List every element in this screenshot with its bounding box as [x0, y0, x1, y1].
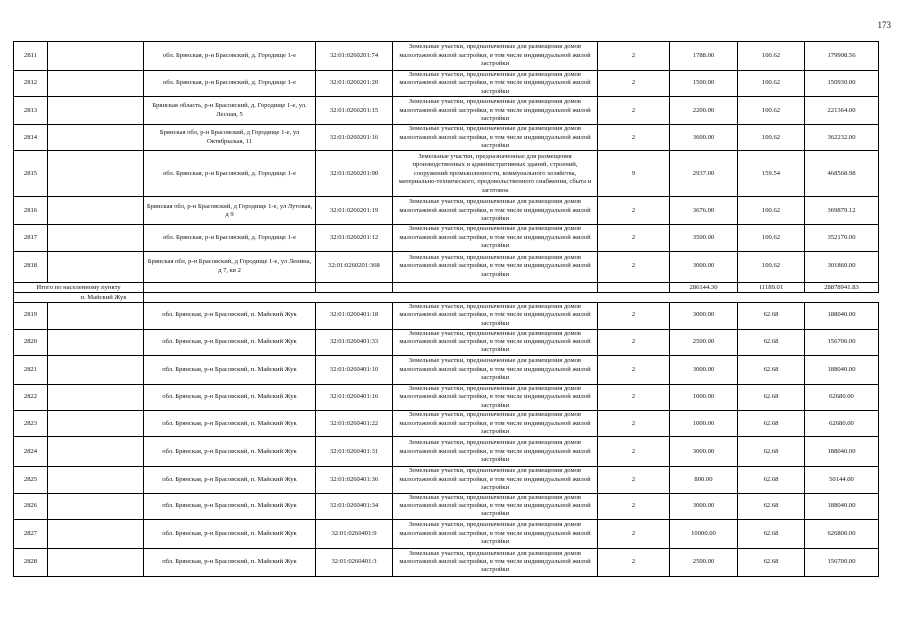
row-number: 2812 — [14, 71, 48, 97]
table-row — [14, 251, 879, 282]
total-label: Итого по населенному пункту — [14, 282, 144, 292]
row-blank-cell — [48, 97, 144, 125]
row-land-purpose: Земельные участки, предназначенные для размещения домов малоэтажной жилой застройки, в том числе индивидуальной жилой застройки — [393, 71, 598, 97]
row-rate: 100.62 — [738, 225, 805, 251]
row-area: 3000.00 — [670, 437, 738, 467]
row-cadastral-number: 32:01:0260401:9 — [316, 519, 393, 548]
row-cadastral-value: 188040.00 — [805, 493, 879, 519]
row-blank-cell — [48, 151, 144, 197]
row-rate: 62.68 — [738, 437, 805, 467]
row-rate: 62.68 — [738, 302, 805, 329]
row-cadastral-number: 32:01:0260201:368 — [316, 251, 393, 282]
total-rate: 11189.01 — [738, 282, 805, 292]
row-rate: 62.68 — [738, 411, 805, 437]
table-row — [14, 197, 879, 225]
row-number: 2823 — [14, 411, 48, 437]
row-zone: 2 — [598, 329, 670, 355]
row-cadastral-number: 32:01:0260401:22 — [316, 411, 393, 437]
table-row — [14, 384, 879, 410]
row-zone: 2 — [598, 42, 670, 71]
table-row — [14, 97, 879, 125]
row-number: 2819 — [14, 302, 48, 329]
total-address-empty — [144, 282, 316, 292]
row-cadastral-number: 32:01:0260401:16 — [316, 384, 393, 410]
row-cadastral-value: 352170.00 — [805, 225, 879, 251]
row-blank-cell — [48, 548, 144, 576]
row-cadastral-number: 32:01:0260401:3 — [316, 548, 393, 576]
total-zone-empty — [598, 282, 670, 292]
row-rate: 62.68 — [738, 467, 805, 493]
row-number: 2817 — [14, 225, 48, 251]
row-land-purpose: Земельные участки, предназначенные для размещения домов малоэтажной жилой застройки, в том числе индивидуальной жилой застройки — [393, 225, 598, 251]
row-zone: 2 — [598, 125, 670, 151]
row-zone: 2 — [598, 197, 670, 225]
row-zone: 2 — [598, 97, 670, 125]
row-land-purpose: Земельные участки, предназначенные для размещения домов малоэтажной жилой застройки, в том числе индивидуальной жилой застройки — [393, 197, 598, 225]
table-row — [14, 355, 879, 384]
row-cadastral-number: 32:01:0260201:19 — [316, 197, 393, 225]
row-land-purpose: Земельные участки, предназначенные для размещения домов малоэтажной жилой застройки, в том числе индивидуальной жилой застройки — [393, 437, 598, 467]
table-row — [14, 467, 879, 493]
row-cadastral-value: 179908.56 — [805, 42, 879, 71]
row-address: обл. Брянская, р-н Брасовский, д. Городище 1-е — [144, 225, 316, 251]
table-row — [14, 151, 879, 197]
table-row — [14, 548, 879, 576]
row-cadastral-value: 188040.00 — [805, 302, 879, 329]
row-cadastral-value: 62680.00 — [805, 384, 879, 410]
row-cadastral-value: 301860.00 — [805, 251, 879, 282]
row-address: обл. Брянская, р-н Брасовский, п. Майский Жук — [144, 493, 316, 519]
row-number: 2818 — [14, 251, 48, 282]
row-cadastral-number: 32:01:0260201:90 — [316, 151, 393, 197]
row-address: обл. Брянская, р-н Брасовский, п. Майский Жук — [144, 355, 316, 384]
row-area: 2200.00 — [670, 97, 738, 125]
row-area: 800.00 — [670, 467, 738, 493]
row-cadastral-value: 150930.00 — [805, 71, 879, 97]
table-row — [14, 42, 879, 71]
total-purpose-empty — [393, 282, 598, 292]
row-zone: 2 — [598, 225, 670, 251]
row-blank-cell — [48, 493, 144, 519]
row-address: обл. Брянская, р-н Брасовский, п. Майский Жук — [144, 329, 316, 355]
row-rate: 100.62 — [738, 251, 805, 282]
row-land-purpose: Земельные участки, предназначенные для размещения домов малоэтажной жилой застройки, в том числе индивидуальной жилой застройки — [393, 329, 598, 355]
row-address: обл. Брянская, р-н Брасовский, п. Майский Жук — [144, 384, 316, 410]
row-blank-cell — [48, 302, 144, 329]
row-zone: 2 — [598, 467, 670, 493]
row-cadastral-value: 188040.00 — [805, 355, 879, 384]
row-address: обл. Брянская, р-н Брасовский, п. Майский Жук — [144, 437, 316, 467]
row-address: обл. Брянская, р-н Брасовский, п. Майский Жук — [144, 302, 316, 329]
row-number: 2828 — [14, 548, 48, 576]
row-blank-cell — [48, 411, 144, 437]
row-blank-cell — [48, 329, 144, 355]
row-cadastral-value: 156700.00 — [805, 548, 879, 576]
row-blank-cell — [48, 125, 144, 151]
row-zone: 2 — [598, 493, 670, 519]
table-row — [14, 71, 879, 97]
row-rate: 62.68 — [738, 519, 805, 548]
row-blank-cell — [48, 42, 144, 71]
row-cadastral-number: 32:01:0260401:10 — [316, 355, 393, 384]
row-zone: 2 — [598, 437, 670, 467]
row-land-purpose: Земельные участки, предназначенные для размещения производственных и административных зданий, строений, сооружений промышленности, коммунального хозяйства, материально-технического, продовольственного снабжения, сбыта и заготовок — [393, 151, 598, 197]
row-address: Брянская обл, р-н Брасовский, д Городище 1-е, ул Лутовая, д 9 — [144, 197, 316, 225]
row-number: 2827 — [14, 519, 48, 548]
row-land-purpose: Земельные участки, предназначенные для размещения домов малоэтажной жилой застройки, в том числе индивидуальной жилой застройки — [393, 355, 598, 384]
row-land-purpose: Земельные участки, предназначенные для размещения домов малоэтажной жилой застройки, в том числе индивидуальной жилой застройки — [393, 467, 598, 493]
row-area: 1000.00 — [670, 411, 738, 437]
row-cadastral-number: 32:01:0260201:74 — [316, 42, 393, 71]
row-zone: 2 — [598, 71, 670, 97]
row-blank-cell — [48, 251, 144, 282]
table-row — [14, 493, 879, 519]
row-number: 2821 — [14, 355, 48, 384]
row-area: 3000.00 — [670, 251, 738, 282]
row-area: 1500.00 — [670, 71, 738, 97]
table-row — [14, 519, 879, 548]
row-address: Брянская обл, р-н Брасовский, д Городище 1-е, ул Октябрьская, 11 — [144, 125, 316, 151]
row-cadastral-value: 362232.00 — [805, 125, 879, 151]
settlement-row — [14, 292, 879, 302]
row-rate: 62.68 — [738, 329, 805, 355]
row-land-purpose: Земельные участки, предназначенные для размещения домов малоэтажной жилой застройки, в том числе индивидуальной жилой застройки — [393, 548, 598, 576]
row-cadastral-value: 156700.00 — [805, 329, 879, 355]
row-zone: 2 — [598, 384, 670, 410]
table-row — [14, 411, 879, 437]
row-address: обл. Брянская, р-н Брасовский, д. Городище 1-е — [144, 151, 316, 197]
row-zone: 9 — [598, 151, 670, 197]
row-cadastral-number: 32:01:0260201:16 — [316, 125, 393, 151]
row-zone: 2 — [598, 302, 670, 329]
row-number: 2813 — [14, 97, 48, 125]
row-blank-cell — [48, 225, 144, 251]
row-cadastral-number: 32:01:0260401:33 — [316, 329, 393, 355]
row-area: 3600.00 — [670, 125, 738, 151]
row-zone: 2 — [598, 251, 670, 282]
settlement-label: п. Майский Жук — [14, 292, 144, 302]
total-row — [14, 282, 879, 292]
table-body-top — [14, 42, 879, 283]
row-cadastral-value: 468568.98 — [805, 151, 879, 197]
row-rate: 62.68 — [738, 384, 805, 410]
table-row — [14, 125, 879, 151]
table-row — [14, 437, 879, 467]
row-area: 3500.00 — [670, 225, 738, 251]
total-cadastral-empty — [316, 282, 393, 292]
row-land-purpose: Земельные участки, предназначенные для размещения домов малоэтажной жилой застройки, в том числе индивидуальной жилой застройки — [393, 251, 598, 282]
row-number: 2814 — [14, 125, 48, 151]
row-address: обл. Брянская, р-н Брасовский, д. Городище 1-е — [144, 42, 316, 71]
settlement-row-blank — [144, 292, 879, 302]
row-address: обл. Брянская, р-н Брасовский, п. Майский Жук — [144, 411, 316, 437]
row-zone: 2 — [598, 548, 670, 576]
row-blank-cell — [48, 467, 144, 493]
row-number: 2811 — [14, 42, 48, 71]
row-area: 3000.00 — [670, 302, 738, 329]
row-area: 1000.00 — [670, 384, 738, 410]
row-land-purpose: Земельные участки, предназначенные для размещения домов малоэтажной жилой застройки, в том числе индивидуальной жилой застройки — [393, 42, 598, 71]
row-land-purpose: Земельные участки, предназначенные для размещения домов малоэтажной жилой застройки, в том числе индивидуальной жилой застройки — [393, 302, 598, 329]
row-rate: 100.62 — [738, 197, 805, 225]
row-number: 2815 — [14, 151, 48, 197]
row-area: 2500.00 — [670, 548, 738, 576]
row-address: обл. Брянская, р-н Брасовский, д. Городище 1-е — [144, 71, 316, 97]
row-number: 2822 — [14, 384, 48, 410]
row-zone: 2 — [598, 411, 670, 437]
row-number: 2820 — [14, 329, 48, 355]
row-blank-cell — [48, 437, 144, 467]
row-land-purpose: Земельные участки, предназначенные для размещения домов малоэтажной жилой застройки, в том числе индивидуальной жилой застройки — [393, 97, 598, 125]
row-address: Брянская обл, р-н Брасовский, д Городище 1-е, ул Ленина, д 7, кв 2 — [144, 251, 316, 282]
row-rate: 62.68 — [738, 548, 805, 576]
row-address: обл. Брянская, р-н Брасовский, п. Майский Жук — [144, 519, 316, 548]
row-blank-cell — [48, 197, 144, 225]
table-row — [14, 225, 879, 251]
row-cadastral-number: 32:01:0260201:12 — [316, 225, 393, 251]
row-address: обл. Брянская, р-н Брасовский, п. Майский Жук — [144, 548, 316, 576]
row-blank-cell — [48, 71, 144, 97]
row-rate: 100.62 — [738, 71, 805, 97]
row-cadastral-value: 369879.12 — [805, 197, 879, 225]
row-number: 2824 — [14, 437, 48, 467]
total-area: 286144.30 — [670, 282, 738, 292]
row-cadastral-value: 50144.00 — [805, 467, 879, 493]
row-area: 3000.00 — [670, 355, 738, 384]
row-area: 2937.00 — [670, 151, 738, 197]
row-cadastral-value: 221364.00 — [805, 97, 879, 125]
total-value: 28878941.83 — [805, 282, 879, 292]
row-number: 2825 — [14, 467, 48, 493]
row-cadastral-number: 32:01:0260201:20 — [316, 71, 393, 97]
table-body-bottom — [14, 302, 879, 576]
row-area: 3000.00 — [670, 493, 738, 519]
land-value-table — [13, 41, 879, 577]
table-row — [14, 302, 879, 329]
row-number: 2816 — [14, 197, 48, 225]
row-blank-cell — [48, 519, 144, 548]
page-number: 173 — [877, 20, 891, 30]
row-cadastral-number: 32:01:0260401:34 — [316, 493, 393, 519]
row-cadastral-number: 32:01:0260401:36 — [316, 467, 393, 493]
row-rate: 100.62 — [738, 97, 805, 125]
row-land-purpose: Земельные участки, предназначенные для размещения домов малоэтажной жилой застройки, в том числе индивидуальной жилой застройки — [393, 493, 598, 519]
row-blank-cell — [48, 384, 144, 410]
row-rate: 62.68 — [738, 355, 805, 384]
row-cadastral-number: 32:01:0260401:18 — [316, 302, 393, 329]
row-rate: 62.68 — [738, 493, 805, 519]
row-area: 3676.00 — [670, 197, 738, 225]
row-address: Брянская область, р-н Брасовский, д. Городище 1-е, ул. Лесная, 5 — [144, 97, 316, 125]
row-land-purpose: Земельные участки, предназначенные для размещения домов малоэтажной жилой застройки, в том числе индивидуальной жилой застройки — [393, 519, 598, 548]
row-area: 2500.00 — [670, 329, 738, 355]
row-cadastral-number: 32:01:0260201:15 — [316, 97, 393, 125]
row-land-purpose: Земельные участки, предназначенные для размещения домов малоэтажной жилой застройки, в том числе индивидуальной жилой застройки — [393, 411, 598, 437]
row-zone: 2 — [598, 519, 670, 548]
row-land-purpose: Земельные участки, предназначенные для размещения домов малоэтажной жилой застройки, в том числе индивидуальной жилой застройки — [393, 384, 598, 410]
row-land-purpose: Земельные участки, предназначенные для размещения домов малоэтажной жилой застройки, в том числе индивидуальной жилой застройки — [393, 125, 598, 151]
table-body-total — [14, 282, 879, 302]
row-blank-cell — [48, 355, 144, 384]
row-cadastral-value: 188040.00 — [805, 437, 879, 467]
row-address: обл. Брянская, р-н Брасовский, п. Майский Жук — [144, 467, 316, 493]
row-cadastral-number: 32:01:0260401:31 — [316, 437, 393, 467]
row-area: 10000.00 — [670, 519, 738, 548]
row-area: 1788.00 — [670, 42, 738, 71]
row-cadastral-value: 62680.00 — [805, 411, 879, 437]
row-rate: 159.54 — [738, 151, 805, 197]
row-cadastral-value: 626800.00 — [805, 519, 879, 548]
row-rate: 100.62 — [738, 125, 805, 151]
row-number: 2826 — [14, 493, 48, 519]
row-zone: 2 — [598, 355, 670, 384]
row-rate: 100.62 — [738, 42, 805, 71]
table-row — [14, 329, 879, 355]
